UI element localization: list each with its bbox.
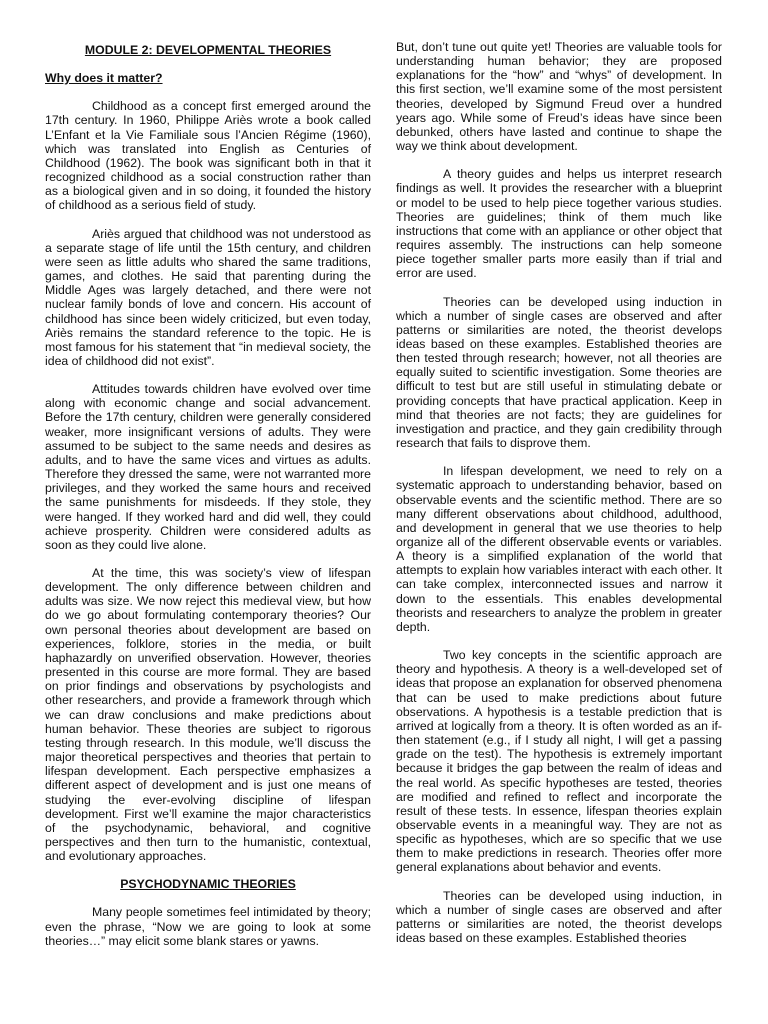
- paragraph: Ariès argued that childhood was not understood as a separate stage of life until the 15th century, and children were seen as little adults who shared the same traditions, games, and clothes. He said that parenting during the Middle Ages was largely detached, and there were not nuclear family bonds of love and concern. His account of childhood has since been widely criticized, but even today, Ariès remains the standard reference to the topic. He is most famous for his statement that “in medieval society, the idea of childhood did not exist”.: [45, 226, 371, 368]
- left-column: [45, 40, 371, 962]
- paragraph: Two key concepts in the scientific approach are theory and hypothesis. A theory is a well-developed set of ideas that propose an explanation for observed phenomena that can be used to make predictions about future observations. A hypothesis is a testable prediction that is arrived at logically from a theory. It is often worded as an if-then statement (e.g., if I study all night, I will get a passing grade on the test). The hypothesis is extremely important because it bridges the gap between the realm of ideas and the real world. As specific hypotheses are tested, theories are modified and refined to reflect and incorporate the result of these tests. In essence, lifespan theories explain observable events in a meaningful way. They are not as specific as hypotheses, which are so specific that we use them to make predictions in research. Theories offer more general explanations about behavior and events.: [396, 648, 722, 875]
- right-column: [396, 40, 722, 959]
- paragraph: At the time, this was society’s view of lifespan development. The only difference between children and adults was size. We now reject this medieval view, but how do we go about formulating contemporary theories? Our own personal theories about development are based on experiences, folklore, stories in the media, or built haphazardly on unverified observation. However, theories presented in this course are more formal. They are based on prior findings and observations by psychologists and other researchers, and provide a framework through which we can draw conclusions and make predictions about human behavior. These theories are subject to rigorous testing through research. In this module, we’ll discuss the major theoretical perspectives and theories that pertain to lifespan development. Each perspective emphasizes a different aspect of development and is just one means of studying the ever-evolving discipline of lifespan development. First we’ll examine the major characteristics of the psychodynamic, behavioral, and cognitive perspectives and then turn to the humanistic, contextual, and evolutionary approaches.: [45, 566, 371, 864]
- paragraph: A theory guides and helps us interpret research findings as well. It provides the researcher with a blueprint or model to be used to help piece together various studies. Theories are guidelines; think of them much like instructions that come with an appliance or other object that requires assembly. The instructions can help someone piece together smaller parts more easily than if trial and error are used.: [396, 167, 722, 281]
- paragraph: Many people sometimes feel intimidated by theory; even the phrase, “Now we are going to look at some theories…” may elicit some blank stares or yawns.: [45, 905, 371, 948]
- paragraph: Attitudes towards children have evolved over time along with economic change and social advancement. Before the 17th century, children were generally considered weaker, more insignificant versions of adults. They were assumed to be subject to the same needs and desires as adults, and to have the same vices and virtues as adults. Therefore they dressed the same, were not warranted more privileges, and they worked the same hours and received the same punishments for misdeeds. If they stole, they were hanged. If they worked hard and did well, they could achieve prosperity. Children were considered adults as soon as they could live alone.: [45, 382, 371, 552]
- section-subheading: Why does it matter?: [45, 71, 163, 86]
- module-title: MODULE 2: DEVELOPMENTAL THEORIES: [84, 43, 332, 57]
- section-heading: PSYCHODYNAMIC THEORIES: [120, 877, 296, 892]
- paragraph: In lifespan development, we need to rely on a systematic approach to understanding behavior, based on observable events and the scientific method. There are so many different observations about childhood, adulthood, and development in general that we use theories to help organize all of the different observable events or variables. A theory is a simplified explanation of the world that attempts to explain how variables interact with each other. It can take complex, interconnected issues and narrow it down to the essentials. This enables developmental theorists and researchers to analyze the problem in greater depth.: [396, 464, 722, 634]
- paragraph: Theories can be developed using induction, in which a number of single cases are observed and after patterns or similarities are noted, the theorist develops ideas based on these examples. Established theories: [396, 888, 722, 946]
- paragraph: Childhood as a concept first emerged around the 17th century. In 1960, Philippe Ariès wrote a book called L’Enfant et la Vie Familiale sous l’Ancien Régime (1960), which was translated into English as Centuries of Childhood (1962). The book was significant both in that it recognized childhood as a social construction rather than as a biological given and in so doing, it founded the history of childhood as a serious field of study.: [45, 99, 371, 213]
- paragraph: But, don’t tune out quite yet! Theories are valuable tools for understanding human behavior; they are proposed explanations for the “how” and “whys” of development. In this first section, we’ll examine some of the most persistent theories, developed by Sigmund Freud over a hundred years ago. While some of Freud’s ideas have since been debunked, others have lasted and continue to shape the way we think about development.: [396, 40, 722, 154]
- paragraph: Theories can be developed using induction in which a number of single cases are observed and after patterns or similarities are noted, the theorist develops ideas based on these examples. Established theories are then tested through research; however, not all theories are equally suited to scientific investigation. Some theories are difficult to test but are still useful in stimulating debate or providing concepts that have practical application. Keep in mind that theories are not facts; they are guidelines for investigation and practice, and they gain credibility through research that fails to disprove them.: [396, 294, 722, 451]
